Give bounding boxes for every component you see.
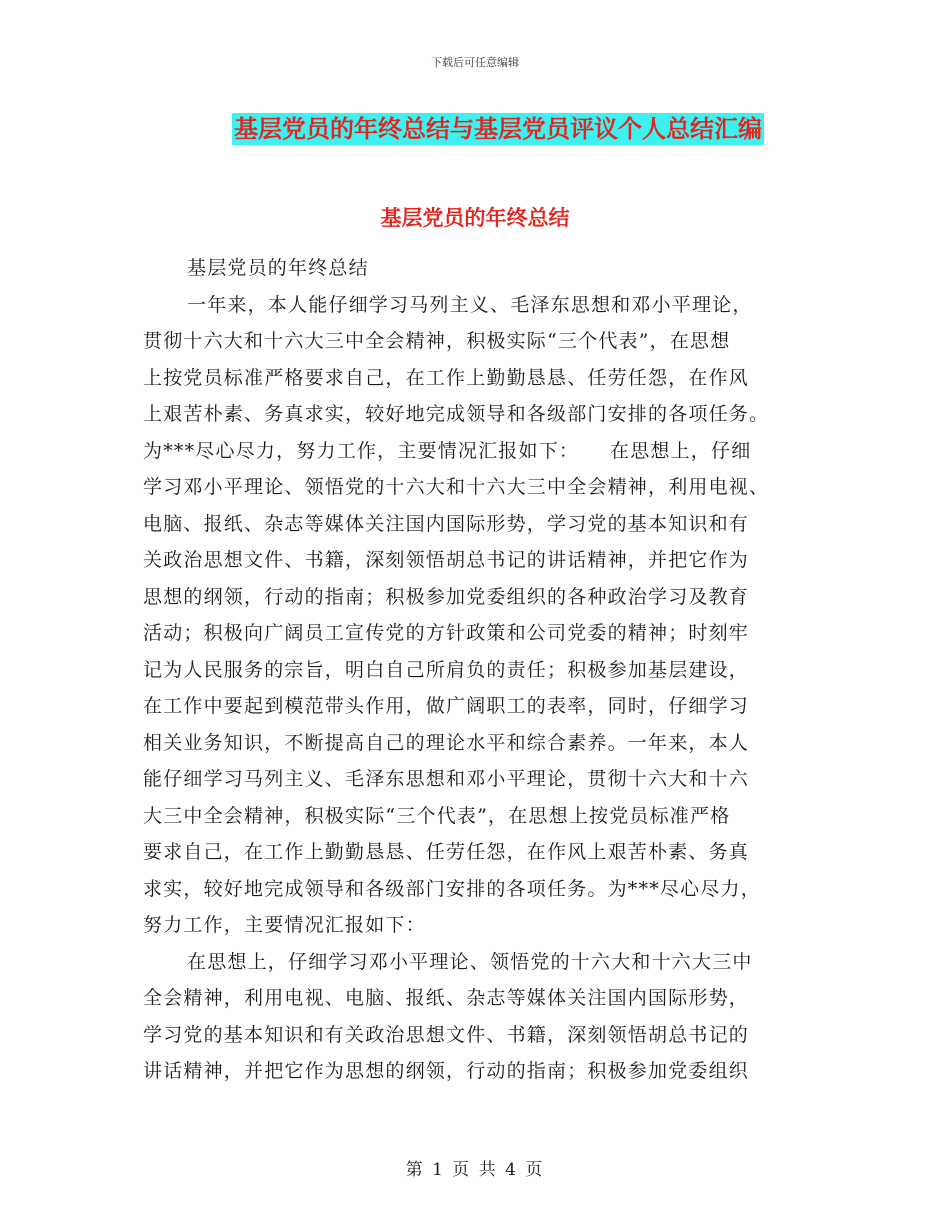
body-line: 在工作中要起到模范带头作用，做广阔职工的表率，同时，仔细学习 (143, 695, 750, 717)
header-note: 下载后可任意编辑 (431, 56, 519, 69)
body-line: 一年来，本人能仔细学习马列主义、毛泽东思想和邓小平理论， (187, 293, 753, 316)
body-line: 能仔细学习马列主义、毛泽东思想和邓小平理论，贯彻十六大和十六 (143, 768, 750, 790)
body-line: 在思想上，仔细学习邓小平理论、领悟党的十六大和十六大三中 (187, 950, 753, 973)
body-line: 贯彻十六大和十六大三中全会精神，积极实际“三个代表”，在思想 (143, 330, 731, 352)
page-number-footer: 第 1 页 共 4 页 (405, 1160, 545, 1180)
body-line: 电脑、报纸、杂志等媒体关注国内国际形势，学习党的基本知识和有 (143, 512, 750, 535)
body-line: 全会精神，利用电视、电脑、报纸、杂志等媒体关注国内国际形势， (143, 987, 750, 1009)
body-line: 相关业务知识，不断提高自己的理论水平和综合素养。一年来，本人 (143, 731, 750, 754)
body-line: 记为人民服务的宗旨，明白自己所肩负的责任；积极参加基层建设， (143, 658, 750, 681)
body-line: 基层党员的年终总结 (187, 257, 369, 279)
document-body (143, 250, 807, 1090)
body-line: 求实，较好地完成领导和各级部门安排的各项任务。为***尽心尽力， (143, 877, 761, 900)
body-line: 为***尽心尽力，努力工作，主要情况汇报如下： 在思想上，仔细 (143, 439, 752, 462)
body-line: 活动；积极向广阔员工宣传党的方针政策和公司党委的精神；时刻牢 (143, 622, 750, 644)
main-title: 基层党员的年终总结与基层党员评议个人总结汇编 (234, 115, 762, 143)
body-line: 学习邓小平理论、领悟党的十六大和十六大三中全会精神，利用电视、 (143, 476, 770, 498)
body-line: 讲话精神，并把它作为思想的纲领，行动的指南；积极参加党委组织 (143, 1060, 750, 1082)
main-title-container (0, 113, 950, 145)
body-line: 努力工作，主要情况汇报如下： (143, 914, 426, 936)
body-line: 要求自己，在工作上勤勤恳恳、任劳任怨，在作风上艰苦朴素、务真 (143, 841, 750, 863)
body-line: 思想的纲领，行动的指南；积极参加党委组织的各种政治学习及教育 (143, 585, 750, 608)
body-line: 上艰苦朴素、务真求实，较好地完成领导和各级部门安排的各项任务。 (143, 403, 770, 425)
body-line: 学习党的基本知识和有关政治思想文件、书籍，深刻领悟胡总书记的 (143, 1023, 750, 1046)
body-line: 上按党员标准严格要求自己，在工作上勤勤恳恳、任劳任怨，在作风 (143, 366, 750, 389)
body-line: 关政治思想文件、书籍，深刻领悟胡总书记的讲话精神，并把它作为 (143, 549, 750, 571)
section-title: 基层党员的年终总结 (380, 206, 570, 230)
body-line: 大三中全会精神，积极实际“三个代表”，在思想上按党员标准严格 (143, 804, 731, 827)
